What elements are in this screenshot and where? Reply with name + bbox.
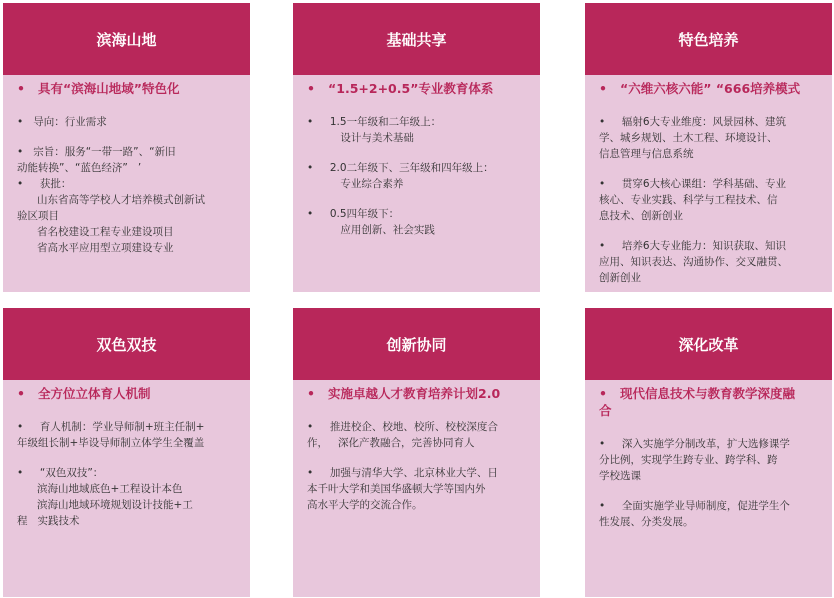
card-body: [585, 380, 832, 597]
text-line: 本千叶大学和美国华盛顿大学等国内外: [307, 483, 486, 495]
text-line: • 辐射6大专业维度：风景园林、建筑: [599, 116, 787, 128]
text-line: • 贯穿6大核心课组：学科基础、专业: [599, 178, 787, 190]
text-line: 息技术、创新创业: [599, 210, 683, 222]
text-line: 省高水平应用型立项建设专业: [17, 242, 174, 254]
text-line: 年级组长制+毕设导师制立体学生全覆盖: [17, 437, 205, 449]
text-line: • 育人机制：学业导师制+班主任制+: [17, 421, 205, 433]
card-featured-training: [585, 3, 832, 292]
card-body: [3, 380, 250, 597]
card-body: [293, 75, 540, 292]
card-subtitle: • 具有“滨海山地域”特色化: [17, 81, 180, 96]
text-line: 程 实践技术: [17, 515, 80, 527]
card-subtitle: • “六维六核六能” “666培养模式: [599, 81, 801, 96]
text-line: 专业综合素养: [307, 178, 404, 190]
card-innovation-collaboration: [293, 308, 540, 597]
card-subtitle: • “1.5+2+0.5”专业教育体系: [307, 81, 494, 96]
card-title: 深化改革: [585, 308, 832, 380]
card-body: [3, 75, 250, 292]
card-body: [293, 380, 540, 597]
text-line: 创新创业: [599, 272, 641, 284]
text-line: 核心、专业实践、科学与工程技术、信: [599, 194, 778, 206]
text-line: 动能转换”、“蓝色经济” ’: [17, 162, 142, 174]
text-line: 验区项目: [17, 210, 59, 222]
text-line: 信息管理与信息系统: [599, 148, 694, 160]
text-line: 省名校建设工程专业建设项目: [17, 226, 174, 238]
card-subtitle: • 实施卓越人才教育培养计划2.0: [307, 386, 501, 401]
card-deepen-reform: [585, 308, 832, 597]
text-line: 山东省高等学校人才培养模式创新试: [17, 194, 206, 206]
text-line: • 培养6大专业能力：知识获取、知识: [599, 240, 787, 252]
text-line: • 加强与清华大学、北京林业大学、日: [307, 467, 498, 479]
text-line: • 推进校企、校地、校所、校校深度合: [307, 421, 498, 433]
text-line: 设计与美术基础: [307, 132, 414, 144]
card-dual-color-dual-skill: [3, 308, 250, 597]
text-line: • 1.5一年级和二年级上：: [307, 116, 442, 128]
card-title: 特色培养: [585, 3, 832, 75]
text-line: • “双色双技”：: [17, 467, 104, 479]
text-line: 滨海山地域环境规划设计技能+工: [17, 499, 193, 511]
card-title: 双色双技: [3, 308, 250, 380]
text-line: • 获批：: [17, 178, 72, 190]
text-line: 应用创新、社会实践: [307, 224, 435, 236]
text-line: • 深入实施学分制改革，扩大选修课学: [599, 438, 790, 450]
card-subtitle: • 现代信息技术与教育教学深度融 合: [599, 386, 796, 418]
card-coastal-mountain: [3, 3, 250, 292]
text-line: • 全面实施学业导师制度，促进学生个: [599, 500, 790, 512]
text-line: 应用、知识表达、沟通协作、交叉融贯、: [599, 256, 788, 268]
card-subtitle: • 全方位立体育人机制: [17, 386, 151, 401]
text-line: 性发展、分类发展。: [599, 516, 694, 528]
text-line: 高水平大学的交流合作。: [307, 499, 423, 511]
text-line: • 0.5四年级下：: [307, 208, 400, 220]
text-line: 学校选课: [599, 470, 641, 482]
text-line: 滨海山地域底色+工程设计本色: [17, 483, 183, 495]
text-line: 作， 深化产教融合，完善协同育人: [307, 437, 475, 449]
card-title: 滨海山地: [3, 3, 250, 75]
text-line: 分比例，实现学生跨专业、跨学科、跨: [599, 454, 778, 466]
text-line: • 2.0二年级下、三年级和四年级上：: [307, 162, 494, 174]
card-title: 基础共享: [293, 3, 540, 75]
card-title: 创新协同: [293, 308, 540, 380]
card-shared-foundation: [293, 3, 540, 292]
card-body: [585, 75, 832, 292]
text-line: • 宗旨：服务“一带一路”、“新旧: [17, 146, 176, 158]
text-line: 学、城乡规划、土木工程、环境设计、: [599, 132, 778, 144]
text-line: • 导向：行业需求: [17, 116, 107, 128]
